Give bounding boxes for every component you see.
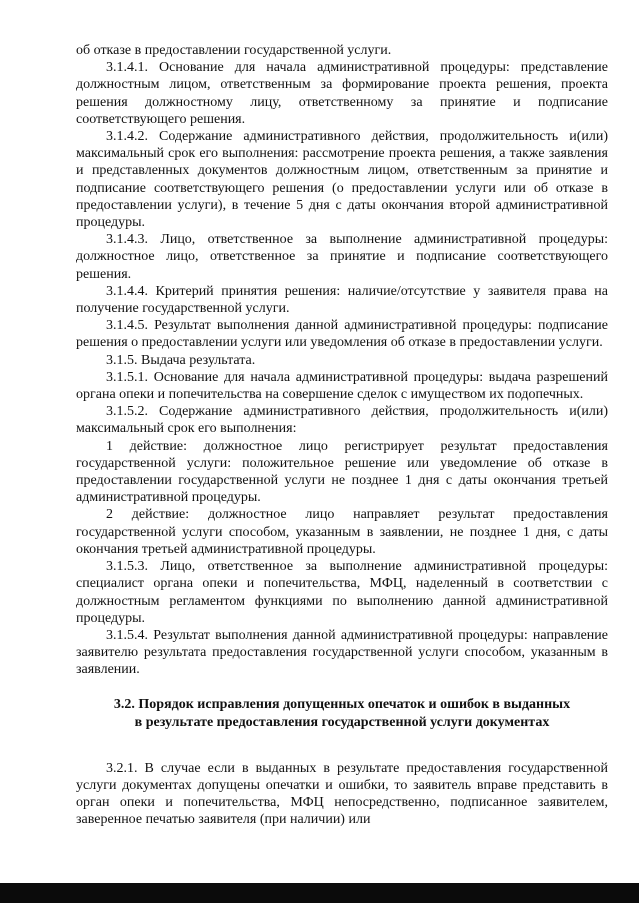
scan-bottom-edge (0, 883, 639, 903)
paragraph-3-1-4-1: 3.1.4.1. Основание для начала административной процедуры: представление должностным лицом, ответственным за формирование проекта решения, проекта решения должностному лицу, ответственному за принятие и подписание соответствующего решения. (76, 60, 608, 127)
section-heading-3-2 (76, 696, 608, 732)
paragraph-3-2-1: 3.2.1. В случае если в выданных в результате предоставления государственной услуги документах допущены опечатки и ошибки, то заявитель вправе представить в орган опеки и попечительства, МФЦ непосредственно, подписанное заявителем, заверенное печатью заявителя (при наличии) или (76, 760, 608, 828)
paragraph-3-1-5-3: 3.1.5.3. Лицо, ответственное за выполнение административной процедуры: специалист органа опеки и попечительства, МФЦ, наделенный в соответствии с должностным регламентом функциями по выполнению данной административной процедуры. (76, 559, 608, 626)
paragraph-3-1-4-2: 3.1.4.2. Содержание административного действия, продолжительность и(или) максимальный срок его выполнения: рассмотрение проекта решения, а также заявления и представленных документов должностным лицом, ответственным за принятие и подписание соответствующего решения (о предоставлении услуги или об отказе в предоставлении услуги), в течение 5 дня с даты окончания второй административной процедуры. (76, 129, 608, 231)
section-heading-line-1: 3.2. Порядок исправления допущенных опечаток и ошибок в выданных (113, 696, 571, 712)
paragraph-3-1-5-4: 3.1.5.4. Результат выполнения данной административной процедуры: направление заявителю результата предоставления государственной услуги способом, указанным в заявлении. (76, 627, 608, 678)
paragraph-3-1-5: 3.1.5. Выдача результата. (106, 352, 256, 368)
paragraph-3-1-5-2: 3.1.5.2. Содержание административного действия, продолжительность и(или) максимальный срок его выполнения: (76, 404, 608, 437)
paragraph-action-2: 2 действие: должностное лицо направляет результат предоставления государственной услуги способом, указанным в заявлении, не позднее 1 дня, с даты окончания третьей административной процедуры. (76, 507, 608, 557)
paragraph-3-1-4-5: 3.1.4.5. Результат выполнения данной административной процедуры: подписание решения о предоставлении услуги или уведомления об отказе в предоставлении услуги. (76, 318, 608, 351)
paragraph-3-1-5-1: 3.1.5.1. Основание для начала административной процедуры: выдача разрешений органа опеки и попечительства на совершение сделок с имуществом их подопечных. (76, 369, 608, 403)
section-heading-line-2: в результате предоставления государственной услуги документах (134, 714, 550, 730)
paragraph-continuation: об отказе в предоставлении государственной услуги. (76, 43, 392, 58)
paragraph-3-1-4-3: 3.1.4.3. Лицо, ответственное за выполнение административной процедуры: должностное лицо, ответственное за принятие и подписание соответствующего решения. (76, 232, 608, 282)
document-body (76, 42, 608, 828)
paragraph-3-1-4-4: 3.1.4.4. Критерий принятия решения: наличие/отсутствие у заявителя права на получение государственной услуги. (76, 283, 608, 317)
paragraph-action-1: 1 действие: должностное лицо регистрирует результат предоставления государственной услуги: положительное решение или уведомление об отказе в предоставлении государственной услуги не позднее 1 дня с даты окончания третьей административной процедуры. (76, 438, 608, 506)
